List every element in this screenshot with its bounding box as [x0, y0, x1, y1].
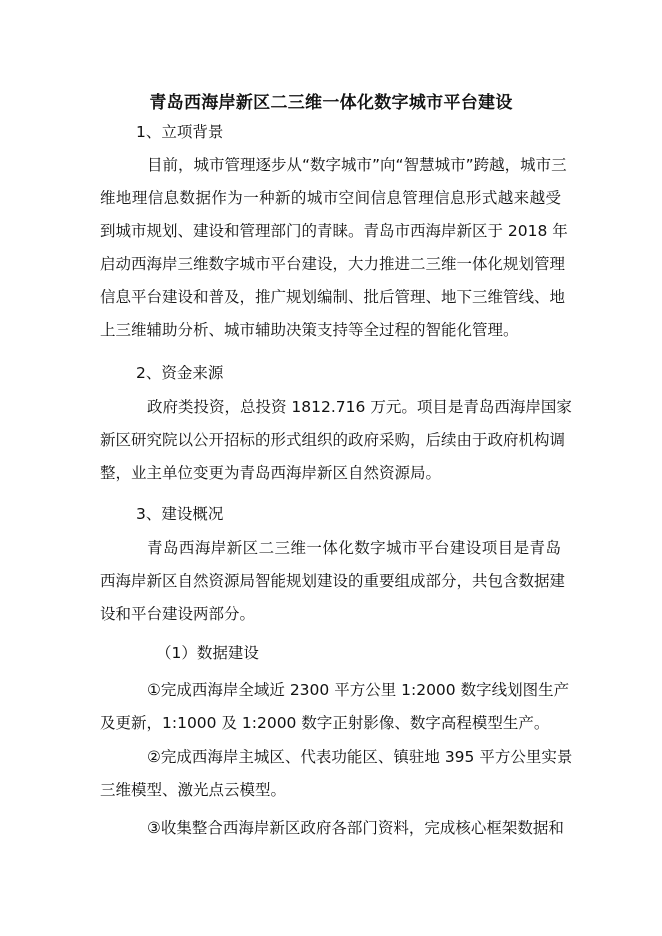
paragraph-line: 新区研究院以公开招标的形式组织的政府采购，后续由于政府机构调 — [100, 431, 566, 449]
paragraph-line: 到城市规划、建设和管理部门的青睐。青岛市西海岸新区于 2018 年 — [100, 222, 568, 240]
paragraph-line: 青岛西海岸新区二三维一体化数字城市平台建设项目是青岛 — [147, 539, 561, 557]
paragraph-line: 政府类投资，总投资 1812.716 万元。项目是青岛西海岸国家 — [147, 398, 572, 416]
list-item-line: 三维模型、激光点云模型。 — [100, 781, 287, 799]
list-item-line: 及更新，1:1000 及 1:2000 数字正射影像、数字高程模型生产。 — [100, 714, 550, 732]
paragraph-line: 维地理信息数据作为一种新的城市空间信息管理信息形式越来越受 — [100, 189, 561, 207]
paragraph-line: 信息平台建设和普及，推广规划编制、批后管理、地下三维管线、地 — [100, 288, 566, 306]
list-item-line: ①完成西海岸全域近 2300 平方公里 1:2000 数字线划图生产 — [147, 681, 570, 699]
document-title: 青岛西海岸新区二三维一体化数字城市平台建设 — [149, 93, 513, 113]
section-heading-background: 1、立项背景 — [136, 123, 224, 141]
paragraph-line: 启动西海岸三维数字城市平台建设，大力推进二三维一体化规划管理 — [100, 255, 566, 273]
paragraph-line: 设和平台建设两部分。 — [100, 605, 256, 623]
section-heading-funding: 2、资金来源 — [136, 364, 224, 382]
paragraph-line: 目前，城市管理逐步从“数字城市”向“智慧城市”跨越，城市三 — [147, 156, 567, 174]
list-item-line: ②完成西海岸主城区、代表功能区、镇驻地 395 平方公里实景 — [147, 748, 573, 766]
paragraph-line: 上三维辅助分析、城市辅助决策支持等全过程的智能化管理。 — [100, 321, 519, 339]
paragraph-line: 整，业主单位变更为青岛西海岸新区自然资源局。 — [100, 464, 442, 482]
section-heading-overview: 3、建设概况 — [136, 505, 224, 523]
subsection-heading-data: （1）数据建设 — [156, 644, 259, 662]
list-item-line: ③收集整合西海岸新区政府各部门资料，完成核心框架数据和 — [147, 819, 564, 837]
paragraph-line: 西海岸新区自然资源局智能规划建设的重要组成部分，共包含数据建 — [100, 572, 566, 590]
